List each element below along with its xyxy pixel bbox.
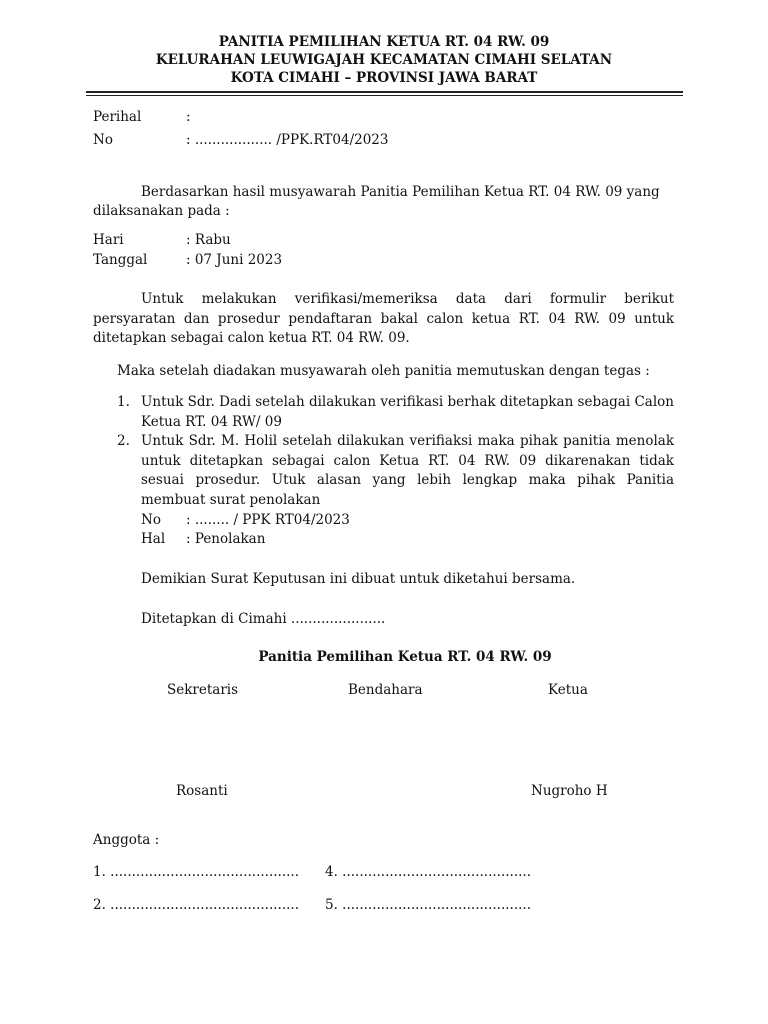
chair-role: Ketua [548,682,588,698]
members-label: Anggota : [93,832,160,848]
member-slot-2: 2. ............................................ [93,897,299,913]
perihal-value: : [186,109,191,125]
decision-item-2: Untuk Sdr. M. Holil setelah dilakukan verifiaksi maka pihak panitia menolak untuk ditetapkan sebagai calon Ketua RT. 04 RW. 09 dikarenakan tidak sesuai prosedur. Utuk alasan yang lebih lengkap maka pihak Panitia membuat surat penolakan [141,433,674,508]
number-value: : .................. /PPK.RT04/2023 [186,132,389,148]
day-value: : Rabu [186,232,231,248]
date-value: : 07 Juni 2023 [186,252,283,268]
treasurer-role: Bendahara [348,682,423,698]
secretary-role: Sekretaris [167,682,239,698]
letterhead-line-1: PANITIA PEMILIHAN KETUA RT. 04 RW. 09 [218,34,550,50]
decision-number-2: 2. [117,433,130,449]
intro-line-1: Berdasarkan hasil musyawarah Panitia Pemilihan Ketua RT. 04 RW. 09 yang [141,184,660,200]
rejection-subject-label: Hal [141,531,166,547]
member-slot-4: 4. ............................................ [325,864,531,880]
member-slot-5: 5. ............................................ [325,897,531,913]
chair-name: Nugroho H [531,783,608,799]
member-slot-1: 1. ............................................ [93,864,299,880]
secretary-name: Rosanti [176,783,228,799]
letterhead-line-2: KELURAHAN LEUWIGAJAH KECAMATAN CIMAHI SELATAN [155,52,613,68]
perihal-label: Perihal [93,109,142,125]
decision-intro: Maka setelah diadakan musyawarah oleh panitia memutuskan dengan tegas : [117,363,650,379]
issued-place: Ditetapkan di Cimahi ...................... [141,611,386,627]
letterhead-line-3: KOTA CIMAHI – PROVINSI JAWA BARAT [230,70,538,86]
intro-line-2: dilaksanakan pada : [93,203,230,219]
verification-paragraph: Untuk melakukan verifikasi/memeriksa data dari formulir berikut persyaratan dan prosedur pendaftaran bakal calon ketua RT. 04 RW. 09 untuk ditetapkan sebagai calon ketua RT. 04 RW. 09. [93,291,674,347]
date-label: Tanggal [93,252,148,268]
rejection-number-value: : ........ / PPK RT04/2023 [186,512,350,528]
decision-item-1: Untuk Sdr. Dadi setelah dilakukan verifikasi berhak ditetapkan sebagai Calon Ketua RT. 04 RW/ 09 [141,394,674,430]
closing-statement: Demikian Surat Keputusan ini dibuat untuk diketahui bersama. [141,571,576,587]
number-label: No [93,132,113,148]
committee-title: Panitia Pemilihan Ketua RT. 04 RW. 09 [258,649,552,665]
decision-number-1: 1. [117,394,130,410]
day-label: Hari [93,232,124,248]
letterhead-rule-thick [86,91,683,93]
rejection-subject-value: : Penolakan [186,531,266,547]
rejection-number-label: No [141,512,161,528]
letterhead-rule-thin [86,95,683,96]
